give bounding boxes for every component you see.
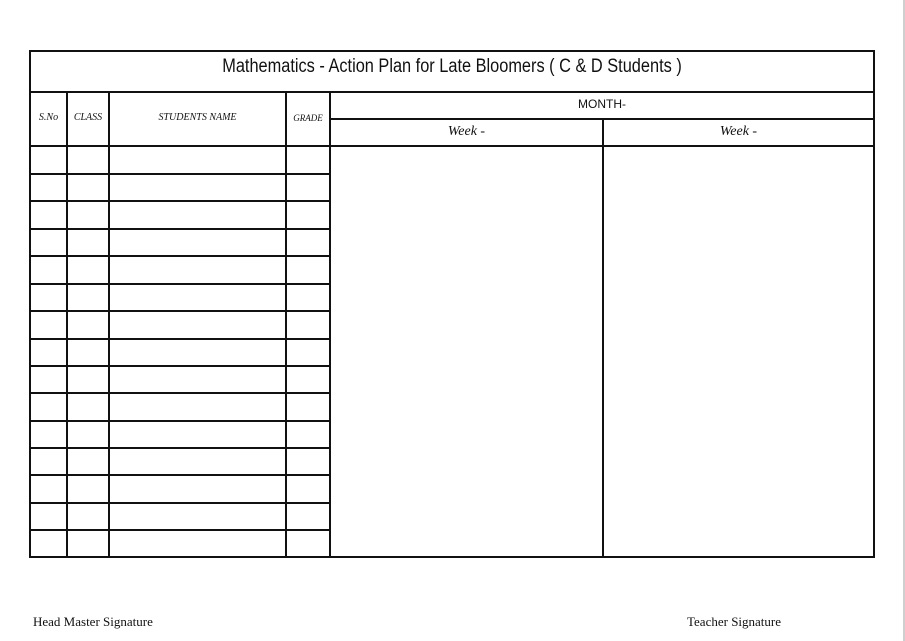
page-title: Mathematics - Action Plan for Late Bloomers ( C & D Students ) [222,56,682,77]
table-border-left [29,50,31,558]
row-line [29,392,331,394]
row-line [29,365,331,367]
week-divider [602,118,604,558]
table-border-top [29,50,875,52]
col-divider-name [285,91,287,558]
row-line [29,283,331,285]
head-master-signature: Head Master Signature [33,614,153,629]
header-class: CLASS [73,112,103,123]
header-week-1: Week - [447,124,486,139]
row-line [29,310,331,312]
teacher-signature: Teacher Signature [687,614,782,629]
row-line [29,529,331,531]
header-grade: GRADE [293,113,323,123]
col-divider-grade [329,91,331,558]
row-line [29,338,331,340]
row-line [29,228,331,230]
header-divider [29,145,875,147]
row-line [29,502,331,504]
row-line [29,173,331,175]
title-divider [29,91,875,93]
header-month: MONTH- [578,97,626,111]
row-line [29,200,331,202]
table-border-right [873,50,875,558]
header-sno: S.No [38,112,59,123]
header-students-name: STUDENTS NAME [158,112,237,123]
row-line [29,255,331,257]
table-border-bottom [29,556,875,558]
row-line [29,474,331,476]
row-line [29,447,331,449]
header-week-2: Week - [719,124,758,139]
col-divider-class [108,91,110,558]
row-line [29,420,331,422]
col-divider-sno [66,91,68,558]
